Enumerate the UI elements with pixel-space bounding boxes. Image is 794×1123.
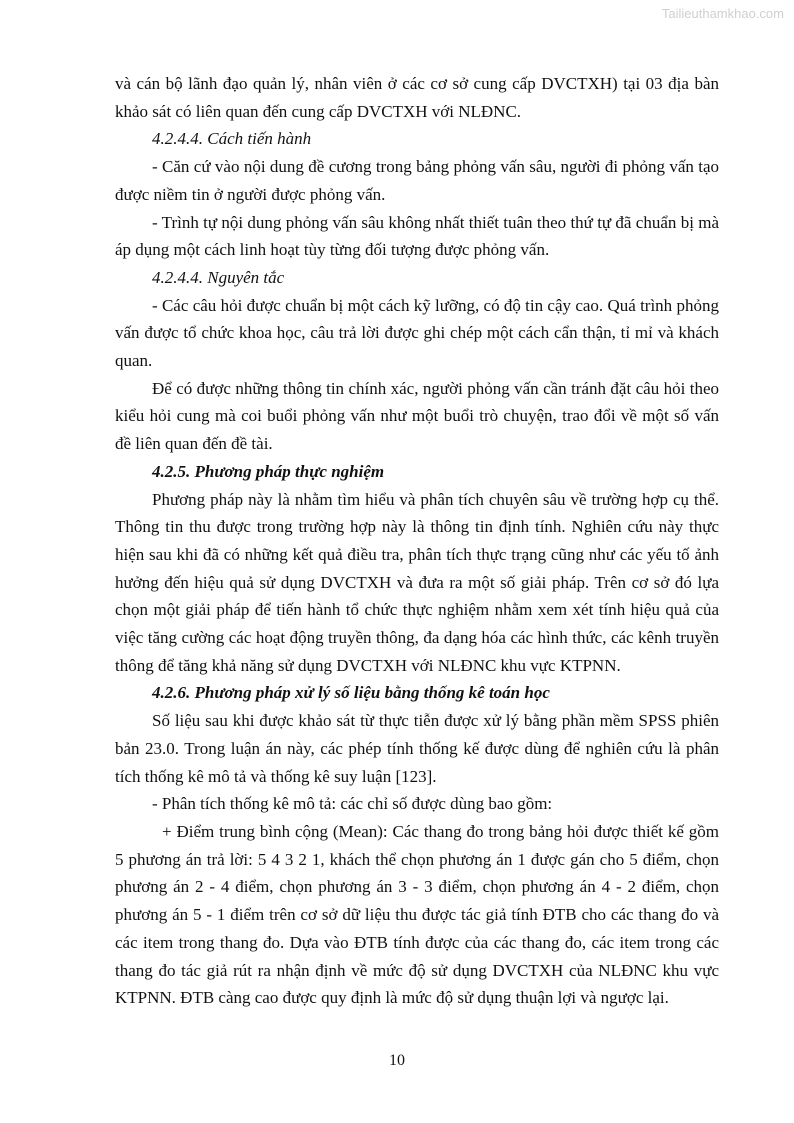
paragraph: Phương pháp này là nhằm tìm hiểu và phân tích chuyên sâu về trường hợp cụ thể. Thông tin thu được trong trường hợp này là thông tin định tính. Nghiên cứu này thực hiện sau khi đã có những kết quả điều tra, phân tích thực trạng cũng như các yếu tố ảnh hưởng đến hiệu quả sử dụng DVCTXH và đưa ra một số giải pháp. Trên cơ sở đó lựa chọn một giải pháp để tiến hành tổ chức thực nghiệm nhằm xem xét tính hiệu quả của việc tăng cường các hoạt động truyền thông, đa dạng hóa các hình thức, các kênh truyền thông để tăng khả năng sử dụng DVCTXH với NLĐNC khu vực KTPNN. — [115, 489, 719, 675]
paragraph-continuation: và cán bộ lãnh đạo quản lý, nhân viên ở các cơ sở cung cấp DVCTXH) tại 03 địa bàn khảo sát có liên quan đến cung cấp DVCTXH với NLĐNC. — [115, 74, 719, 121]
watermark: Tailieuthamkhao.com — [661, 6, 784, 21]
paragraph: - Phân tích thống kê mô tả: các chỉ số được dùng bao gồm: — [152, 794, 553, 814]
heading-phuong-phap-thuc-nghiem: 4.2.5. Phương pháp thực nghiệm — [152, 461, 385, 481]
paragraph: - Trình tự nội dung phỏng vấn sâu không nhất thiết tuân theo thứ tự đã chuẩn bị mà áp dụng một cách linh hoạt tùy từng đối tượng được phỏng vấn. — [115, 212, 719, 260]
heading-cach-tien-hanh: 4.2.4.4. Cách tiến hành — [152, 129, 312, 149]
paragraph: Số liệu sau khi được khảo sát từ thực tiễn được xử lý bằng phần mềm SPSS phiên bản 23.0. Trong luận án này, các phép tính thống kế được dùng để nghiên cứu là phân tích thống kê mô tả và thống kê suy luận [123]. — [115, 711, 719, 786]
heading-nguyen-tac: 4.2.4.4. Nguyên tắc — [152, 267, 285, 287]
paragraph: - Các câu hỏi được chuẩn bị một cách kỹ lưỡng, có độ tin cậy cao. Quá trình phỏng vấn được tổ chức khoa học, câu trả lời được ghi chép một cách cẩn thận, tỉ mỉ và khách quan. — [115, 295, 719, 371]
page-number: 10 — [389, 1052, 405, 1069]
paragraph: + Điểm trung bình cộng (Mean): Các thang đo trong bảng hỏi được thiết kế gồm 5 phương án trả lời: 5 4 3 2 1, khách thể chọn phương án 1 được gán cho 5 điểm, chọn phương án 2 - 4 điểm, chọn phương án 3 - 3 điểm, chọn phương án 4 - 2 điểm, chọn phương án 5 - 1 điểm trên cơ sở dữ liệu thu được tác giả tính ĐTB cho các thang đo và các item trong thang đo. Dựa vào ĐTB tính được của các thang đo, các item trong các thang đo tác giả rút ra nhận định về mức độ sử dụng DVCTXH của NLĐNC khu vực KTPNN. ĐTB càng cao được quy định là mức độ sử dụng thuận lợi và ngược lại. — [115, 821, 719, 1008]
document-body — [115, 70, 719, 1012]
heading-phuong-phap-xu-ly-so-lieu: 4.2.6. Phương pháp xử lý số liệu bằng thống kê toán học — [152, 683, 550, 703]
paragraph: Để có được những thông tin chính xác, người phỏng vấn cần tránh đặt câu hỏi theo kiểu hỏi cung mà coi buổi phỏng vấn như một buổi trò chuyện, trao đổi về một số vấn đề liên quan đến đề tài. — [115, 378, 719, 454]
paragraph: - Căn cứ vào nội dung đề cương trong bảng phỏng vấn sâu, người đi phỏng vấn tạo được niềm tin ở người được phỏng vấn. — [115, 157, 719, 204]
